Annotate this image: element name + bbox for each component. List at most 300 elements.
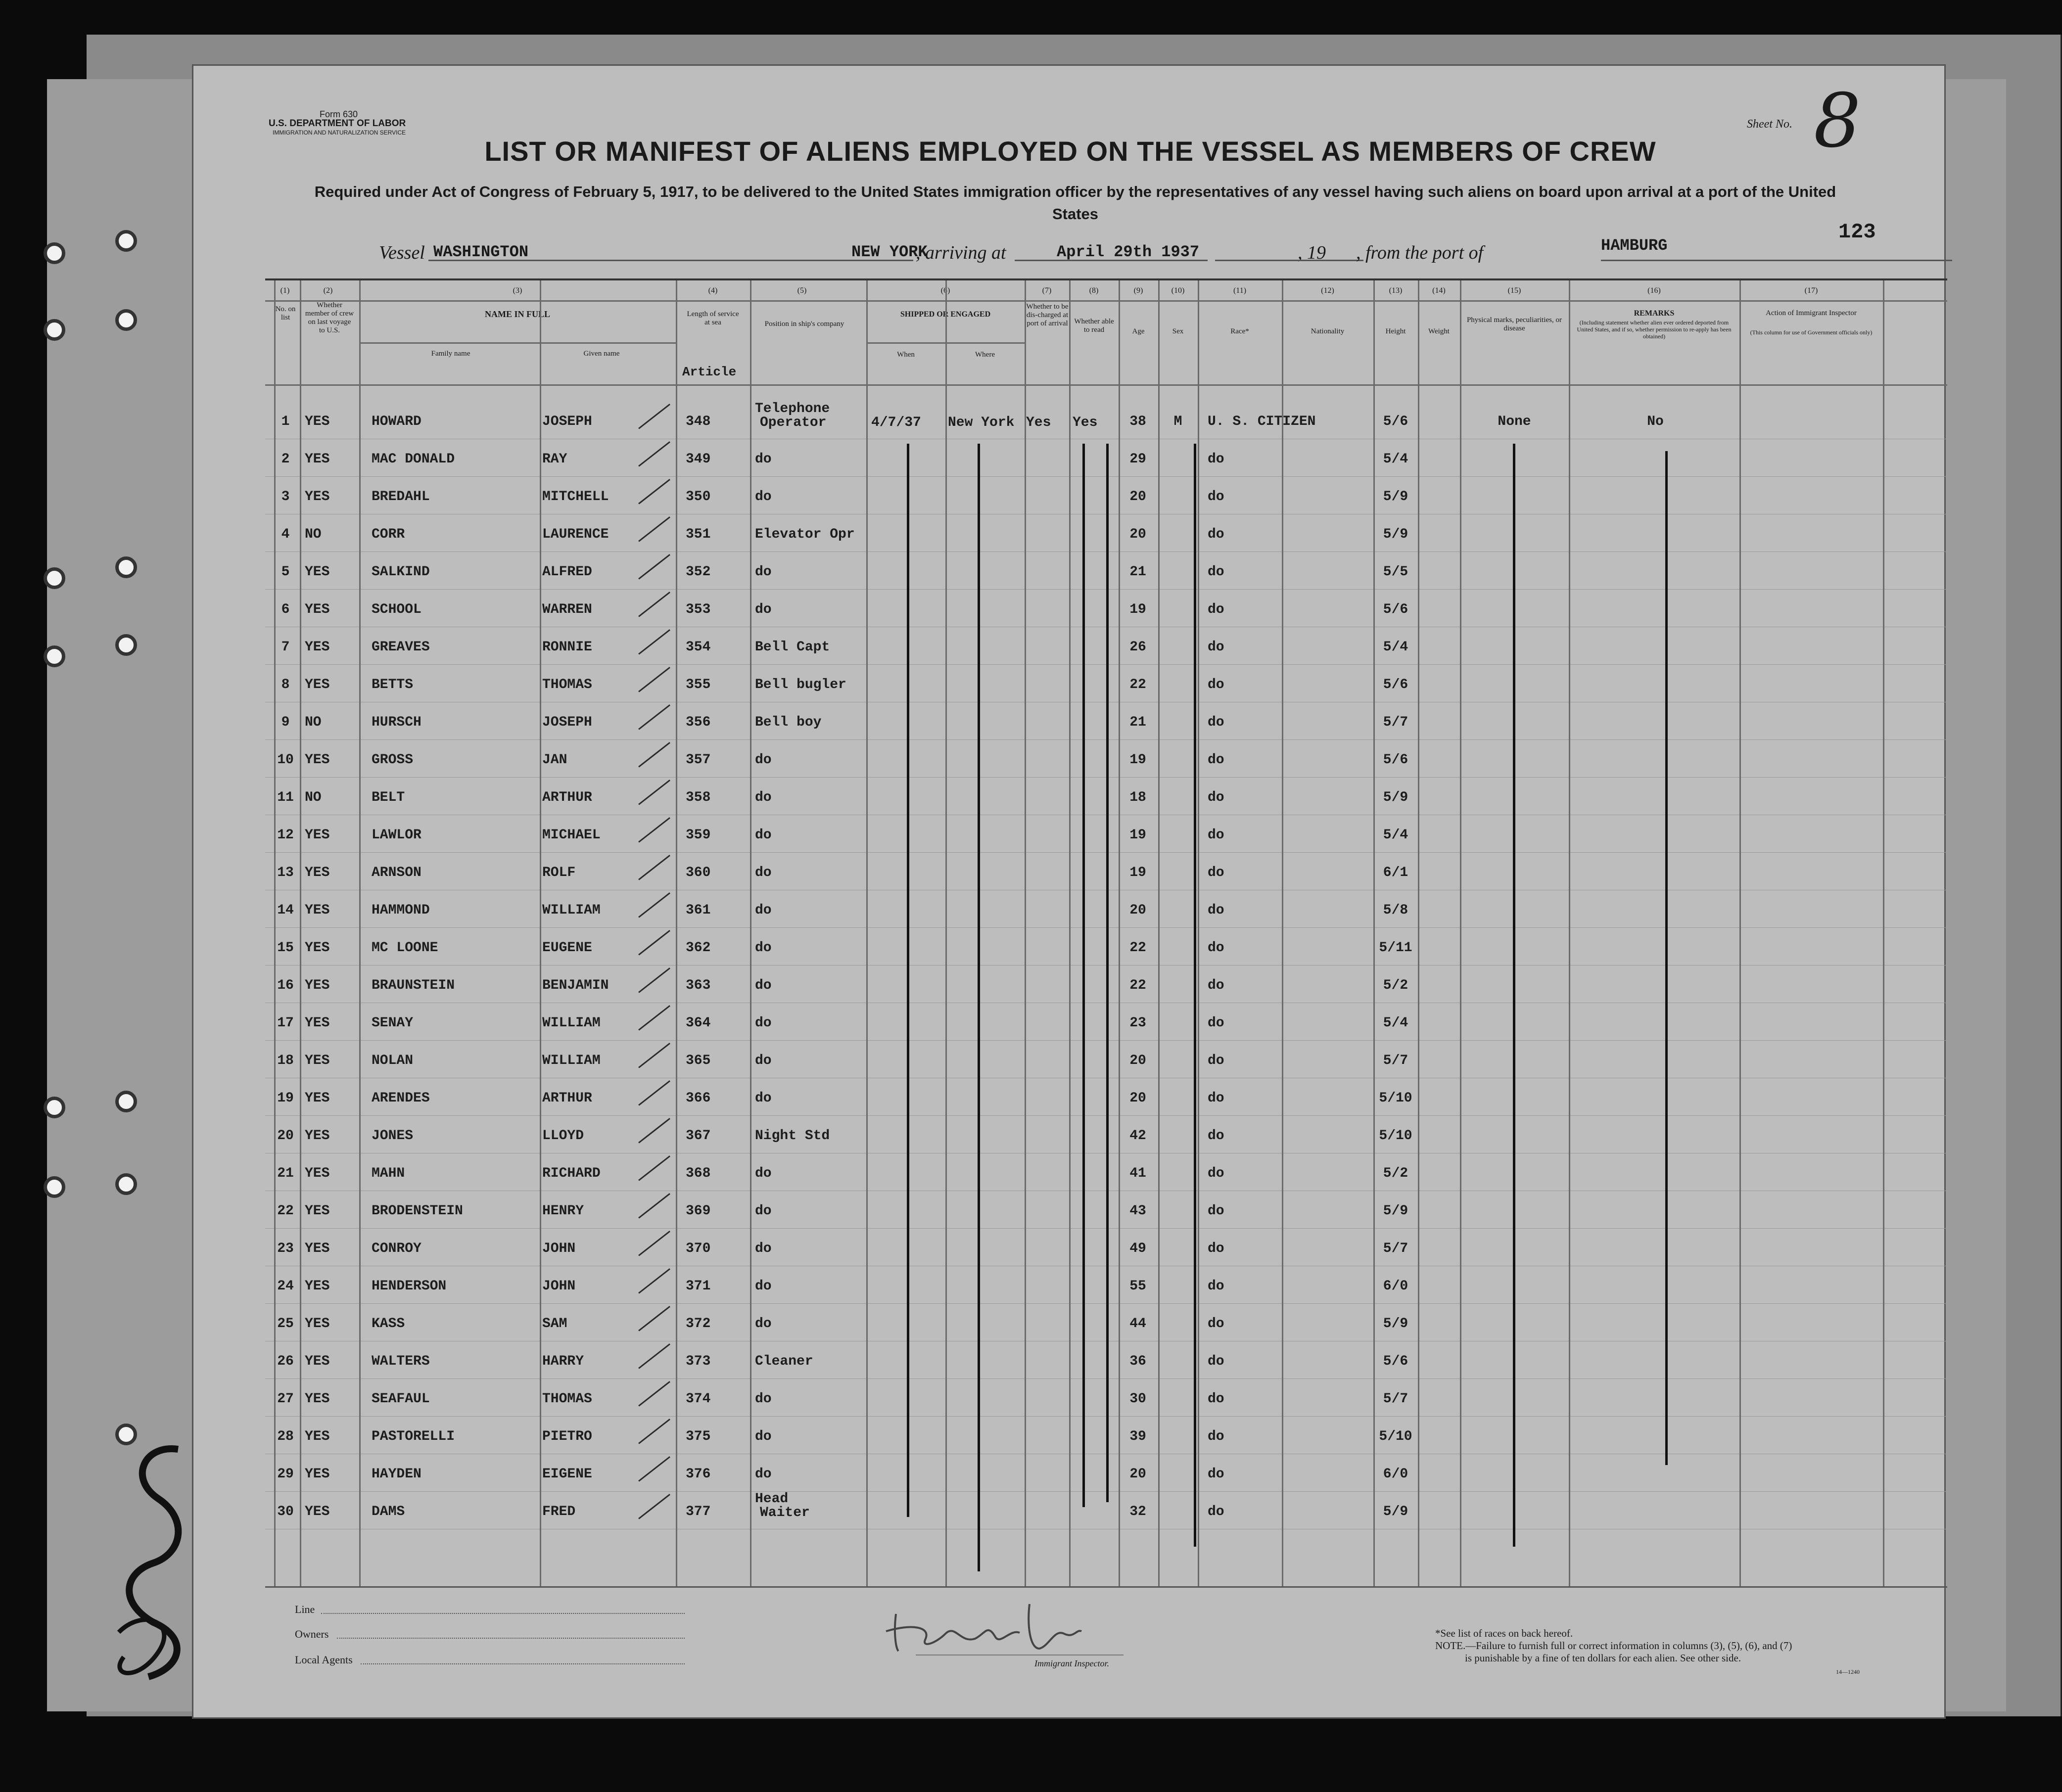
- cell-no: 6: [281, 602, 290, 617]
- cell-member: YES: [305, 602, 330, 617]
- cell-family: PASTORELLI: [372, 1429, 455, 1444]
- cell-height: 5/4: [1383, 452, 1408, 467]
- ditto-line: [1194, 444, 1196, 1547]
- header-where: Where: [975, 351, 995, 359]
- cell-position: do: [755, 790, 772, 805]
- cell-height: 6/0: [1383, 1467, 1408, 1482]
- manifest-sheet: [192, 64, 1946, 1719]
- cell-race: do: [1208, 940, 1224, 956]
- cell-given: WARREN: [542, 602, 592, 617]
- binder-hole: [115, 1424, 137, 1445]
- cell-service: 350: [686, 489, 711, 505]
- cell-service: 355: [686, 677, 711, 692]
- cell-height: 5/9: [1383, 1316, 1408, 1332]
- cell-service: 370: [686, 1241, 711, 1256]
- cell-member: YES: [305, 1203, 330, 1219]
- cell-family: HOWARD: [372, 414, 422, 429]
- cell-age: 26: [1129, 640, 1146, 655]
- binder-hole: [115, 556, 137, 578]
- binder-hole: [44, 319, 65, 341]
- col-number: (12): [1321, 286, 1334, 295]
- cell-race: do: [1208, 1354, 1224, 1369]
- column-rule: [1282, 280, 1283, 1586]
- cell-service: 348: [686, 414, 711, 429]
- cell-given: ARTHUR: [542, 1091, 592, 1106]
- col-number: (6): [940, 286, 950, 295]
- cell-service: 375: [686, 1429, 711, 1444]
- cell-age: 22: [1129, 940, 1146, 956]
- cell-discharged: Yes: [1026, 415, 1051, 430]
- arriving-label: , arriving at: [916, 242, 1006, 263]
- cell-height: 5/9: [1383, 489, 1408, 505]
- header-rule: [265, 300, 1947, 302]
- cell-member: NO: [305, 715, 322, 730]
- cell-no: 17: [277, 1015, 294, 1031]
- cell-member: YES: [305, 827, 330, 843]
- cell-race: do: [1208, 452, 1224, 467]
- ditto-line: [1106, 444, 1109, 1502]
- col-number: (8): [1089, 286, 1099, 295]
- header-discharged: Whether to be dis-charged at port of arrival: [1026, 303, 1069, 327]
- cell-given: EUGENE: [542, 940, 592, 956]
- cell-physical: None: [1498, 414, 1531, 429]
- penalty-note-2: is punishable by a fine of ten dollars for each alien. See other side.: [1465, 1652, 1741, 1664]
- cell-age: 19: [1129, 827, 1146, 843]
- column-rule: [1158, 280, 1160, 1586]
- column-rule: [1739, 280, 1741, 1586]
- binder-hole: [115, 309, 137, 331]
- cell-race: do: [1208, 1091, 1224, 1106]
- cell-no: 3: [281, 489, 290, 505]
- cell-given: JAN: [542, 752, 567, 768]
- header-action-detail: (This column for use of Government officials only): [1750, 329, 1873, 336]
- cell-no: 30: [277, 1504, 294, 1519]
- ditto-line: [907, 444, 909, 1517]
- cell-height: 5/6: [1383, 602, 1408, 617]
- col-number: (4): [708, 286, 718, 295]
- cell-height: 5/7: [1383, 715, 1408, 730]
- cell-age: 39: [1129, 1429, 1146, 1444]
- cell-read: Yes: [1073, 415, 1098, 430]
- binder-hole: [115, 1091, 137, 1112]
- cell-given: RICHARD: [542, 1166, 601, 1181]
- cell-member: YES: [305, 1354, 330, 1369]
- cell-no: 28: [277, 1429, 294, 1444]
- cell-height: 5/6: [1383, 752, 1408, 768]
- name-subheader-rule: [359, 342, 676, 344]
- cell-member: YES: [305, 1316, 330, 1332]
- col-number: (5): [797, 286, 807, 295]
- header-age: Age: [1132, 327, 1145, 335]
- cell-member: YES: [305, 1279, 330, 1294]
- binder-hole: [44, 567, 65, 589]
- column-rule: [676, 280, 677, 1586]
- ditto-line: [1513, 444, 1515, 1547]
- cell-no: 4: [281, 527, 290, 542]
- cell-family: HAMMOND: [372, 903, 430, 918]
- header-no-on-list: No. on list: [275, 305, 296, 322]
- cell-race: do: [1208, 640, 1224, 655]
- header-able-read: Whether able to read: [1074, 318, 1114, 334]
- department-name: U.S. DEPARTMENT OF LABOR: [269, 118, 406, 129]
- cell-position-line-2: Operator: [760, 415, 827, 430]
- port-underline: [1601, 260, 1952, 261]
- inspector-signature: [881, 1594, 1089, 1658]
- cell-race: do: [1208, 677, 1224, 692]
- cell-age: 18: [1129, 790, 1146, 805]
- cell-position: do: [755, 827, 772, 843]
- list-number: 123: [1838, 220, 1876, 244]
- cell-family: SCHOOL: [372, 602, 422, 617]
- cell-position: do: [755, 978, 772, 993]
- cell-member: YES: [305, 452, 330, 467]
- cell-family: BREDAHL: [372, 489, 430, 505]
- cell-service: 352: [686, 564, 711, 580]
- cell-family: SALKIND: [372, 564, 430, 580]
- column-rule: [1119, 280, 1120, 1586]
- vessel-label: Vessel: [379, 242, 425, 263]
- column-rule: [1569, 280, 1570, 1586]
- column-rule: [274, 280, 276, 1586]
- cell-given: SAM: [542, 1316, 567, 1332]
- cell-height: 5/4: [1383, 1015, 1408, 1031]
- cell-height: 5/4: [1383, 640, 1408, 655]
- cell-family: LAWLOR: [372, 827, 422, 843]
- binder-hole: [44, 1097, 65, 1118]
- cell-member: YES: [305, 677, 330, 692]
- cell-member: YES: [305, 414, 330, 429]
- cell-service: 373: [686, 1354, 711, 1369]
- header-sex: Sex: [1172, 327, 1184, 335]
- margin-scribble: [99, 1444, 213, 1701]
- cell-no: 14: [277, 903, 294, 918]
- cell-age: 21: [1129, 715, 1146, 730]
- cell-age: 42: [1129, 1128, 1146, 1144]
- cell-family: MC LOONE: [372, 940, 438, 956]
- cell-given: THOMAS: [542, 1391, 592, 1407]
- cell-family: HURSCH: [372, 715, 422, 730]
- cell-age: 32: [1129, 1504, 1146, 1519]
- cell-race: do: [1208, 1128, 1224, 1144]
- departure-port: HAMBURG: [1601, 236, 1668, 255]
- cell-given: LLOYD: [542, 1128, 584, 1144]
- binder-hole: [115, 634, 137, 656]
- cell-service: 349: [686, 452, 711, 467]
- cell-given: HARRY: [542, 1354, 584, 1369]
- cell-family: MAHN: [372, 1166, 405, 1181]
- cell-family: SENAY: [372, 1015, 414, 1031]
- header-remarks-detail: (Including statement whether alien ever ordered deported from United States, and if so, whether permission to re-apply has been obtained): [1577, 319, 1732, 340]
- cell-race: do: [1208, 752, 1224, 768]
- column-rule: [359, 280, 361, 1586]
- cell-age: 55: [1129, 1279, 1146, 1294]
- header-article: Article: [682, 365, 737, 379]
- cell-height: 5/7: [1383, 1241, 1408, 1256]
- service-name: IMMIGRATION AND NATURALIZATION SERVICE: [273, 129, 406, 136]
- cell-member: YES: [305, 1467, 330, 1482]
- header-crew-member: Whether member of crew on last voyage to U.S.: [305, 301, 354, 334]
- cell-no: 23: [277, 1241, 294, 1256]
- cell-member: YES: [305, 1091, 330, 1106]
- cell-position: Cleaner: [755, 1354, 813, 1369]
- cell-race: do: [1208, 1316, 1224, 1332]
- binder-hole: [44, 1176, 65, 1198]
- column-rule: [866, 280, 868, 1586]
- cell-position: do: [755, 1166, 772, 1181]
- binder-hole: [44, 645, 65, 667]
- cell-position: do: [755, 1091, 772, 1106]
- header-physical-marks: Physical marks, peculiarities, or disease: [1466, 316, 1562, 332]
- cell-age: 22: [1129, 978, 1146, 993]
- cell-member: YES: [305, 752, 330, 768]
- cell-service: 368: [686, 1166, 711, 1181]
- ditto-line: [1082, 444, 1085, 1507]
- col-number: (9): [1133, 286, 1143, 295]
- vessel-name: WASHINGTON: [433, 243, 529, 261]
- cell-height: 5/10: [1379, 1091, 1412, 1106]
- cell-member: YES: [305, 1053, 330, 1068]
- cell-where: New York: [948, 415, 1015, 430]
- form-number: Form 630: [320, 109, 358, 119]
- cell-position: Head: [755, 1491, 789, 1507]
- cell-given: RAY: [542, 452, 567, 467]
- cell-member: YES: [305, 1391, 330, 1407]
- cell-no: 20: [277, 1128, 294, 1144]
- cell-position: do: [755, 1015, 772, 1031]
- cell-position: do: [755, 1391, 772, 1407]
- cell-given: MICHAEL: [542, 827, 601, 843]
- cell-service: 371: [686, 1279, 711, 1294]
- header-given-name: Given name: [583, 350, 620, 358]
- cell-when: 4/7/37: [871, 415, 921, 430]
- column-rule: [1198, 280, 1199, 1586]
- cell-family: HENDERSON: [372, 1279, 447, 1294]
- cell-service: 351: [686, 527, 711, 542]
- cell-no: 25: [277, 1316, 294, 1332]
- line-label: Line: [295, 1603, 315, 1615]
- cell-family: BELT: [372, 790, 405, 805]
- cell-service: 364: [686, 1015, 711, 1031]
- cell-member: YES: [305, 978, 330, 993]
- cell-age: 29: [1129, 452, 1146, 467]
- cell-position: do: [755, 752, 772, 768]
- cell-given: ALFRED: [542, 564, 592, 580]
- cell-service: 362: [686, 940, 711, 956]
- cell-family: BRAUNSTEIN: [372, 978, 455, 993]
- cell-no: 24: [277, 1279, 294, 1294]
- races-note: *See list of races on back hereof.: [1435, 1627, 1573, 1639]
- cell-age: 22: [1129, 677, 1146, 692]
- cell-height: 5/10: [1379, 1429, 1412, 1444]
- cell-position: do: [755, 1429, 772, 1444]
- cell-no: 26: [277, 1354, 294, 1369]
- cell-given: ARTHUR: [542, 790, 592, 805]
- cell-position: do: [755, 602, 772, 617]
- cell-race: do: [1208, 903, 1224, 918]
- ditto-line: [978, 444, 980, 1571]
- cell-age: 20: [1129, 527, 1146, 542]
- cell-height: 6/0: [1383, 1279, 1408, 1294]
- cell-height: 5/2: [1383, 1166, 1408, 1181]
- cell-given: JOSEPH: [542, 715, 592, 730]
- ditto-line: [1665, 451, 1668, 1465]
- cell-position: Telephone: [755, 401, 830, 416]
- cell-position: do: [755, 489, 772, 505]
- cell-age: 36: [1129, 1354, 1146, 1369]
- inspector-label: Immigrant Inspector.: [1034, 1658, 1109, 1668]
- cell-service: 353: [686, 602, 711, 617]
- cell-position: Elevator Opr: [755, 527, 855, 542]
- line-field: [321, 1613, 685, 1614]
- cell-given: JOHN: [542, 1241, 576, 1256]
- cell-family: HAYDEN: [372, 1467, 422, 1482]
- column-rule: [1460, 280, 1461, 1586]
- cell-position: Bell Capt: [755, 640, 830, 655]
- cell-position: do: [755, 564, 772, 580]
- column-rule: [1373, 280, 1375, 1586]
- cell-family: NOLAN: [372, 1053, 414, 1068]
- cell-family: KASS: [372, 1316, 405, 1332]
- header-rule: [265, 384, 1947, 386]
- cell-no: 16: [277, 978, 294, 993]
- date-underline: [1215, 260, 1363, 261]
- cell-height: 5/4: [1383, 827, 1408, 843]
- cell-race: do: [1208, 1467, 1224, 1482]
- cell-position: do: [755, 1203, 772, 1219]
- header-when: When: [897, 351, 915, 359]
- cell-no: 2: [281, 452, 290, 467]
- page-title: LIST OR MANIFEST OF ALIENS EMPLOYED ON THE VESSEL AS MEMBERS OF CREW: [484, 136, 1656, 167]
- cell-service: 376: [686, 1467, 711, 1482]
- legal-requirement-text: Required under Act of Congress of February 5, 1917, to be delivered to the United States immigration officer by the representatives of any vessel having such aliens on board upon arrival at a port of the United States: [314, 183, 1836, 223]
- arrival-date: April 29th 1937: [1057, 243, 1200, 261]
- cell-member: YES: [305, 1504, 330, 1519]
- cell-given: PIETRO: [542, 1429, 592, 1444]
- header-length-service: Length of service at sea: [687, 310, 739, 326]
- cell-race: do: [1208, 1504, 1224, 1519]
- column-rule: [1069, 280, 1071, 1586]
- vessel-underline: [428, 260, 913, 261]
- cell-no: 9: [281, 715, 290, 730]
- cell-given: JOHN: [542, 1279, 576, 1294]
- cell-service: 359: [686, 827, 711, 843]
- cell-given: RONNIE: [542, 640, 592, 655]
- cell-race: do: [1208, 715, 1224, 730]
- cell-family: SEAFAUL: [372, 1391, 430, 1407]
- cell-member: YES: [305, 1241, 330, 1256]
- cell-service: 367: [686, 1128, 711, 1144]
- cell-position: do: [755, 1053, 772, 1068]
- cell-race: do: [1208, 790, 1224, 805]
- cell-given: EIGENE: [542, 1467, 592, 1482]
- cell-race: U. S. CITIZEN: [1208, 414, 1316, 429]
- col-number: (13): [1389, 286, 1403, 295]
- agents-field: [361, 1663, 685, 1664]
- owners-label: Owners: [295, 1628, 329, 1640]
- header-race: Race*: [1230, 327, 1249, 335]
- cell-height: 6/1: [1383, 865, 1408, 880]
- header-action: Action of Immigrant Inspector: [1766, 309, 1857, 317]
- cell-race: do: [1208, 865, 1224, 880]
- cell-service: 366: [686, 1091, 711, 1106]
- binder-hole: [115, 1173, 137, 1195]
- cell-no: 19: [277, 1091, 294, 1106]
- cell-height: 5/9: [1383, 790, 1408, 805]
- cell-race: do: [1208, 489, 1224, 505]
- local-agents-label: Local Agents: [295, 1654, 353, 1666]
- cell-no: 18: [277, 1053, 294, 1068]
- cell-age: 21: [1129, 564, 1146, 580]
- sheet-number-label: Sheet No.: [1747, 118, 1792, 131]
- col-number: (11): [1233, 286, 1247, 295]
- header-name-in-full: NAME IN FULL: [484, 309, 550, 319]
- cell-member: NO: [305, 790, 322, 805]
- cell-service: 358: [686, 790, 711, 805]
- cell-sex: M: [1173, 414, 1182, 429]
- cell-given: HENRY: [542, 1203, 584, 1219]
- cell-no: 15: [277, 940, 294, 956]
- cell-age: 44: [1129, 1316, 1146, 1332]
- cell-position: do: [755, 1467, 772, 1482]
- sheet-number: 8: [1814, 78, 1861, 164]
- cell-height: 5/6: [1383, 1354, 1408, 1369]
- cell-position: do: [755, 903, 772, 918]
- col-number: (17): [1804, 286, 1818, 295]
- cell-no: 21: [277, 1166, 294, 1181]
- header-weight: Weight: [1428, 327, 1450, 335]
- column-rule: [1883, 280, 1884, 1586]
- cell-family: ARNSON: [372, 865, 422, 880]
- cell-position: Bell bugler: [755, 677, 846, 692]
- cell-position: do: [755, 1279, 772, 1294]
- cell-age: 49: [1129, 1241, 1146, 1256]
- cell-race: do: [1208, 602, 1224, 617]
- col-number: (15): [1507, 286, 1521, 295]
- cell-no: 8: [281, 677, 290, 692]
- header-shipped-engaged: SHIPPED OR ENGAGED: [900, 310, 991, 319]
- penalty-note-1: NOTE.—Failure to furnish full or correct information in columns (3), (5), (6), and (7): [1435, 1640, 1792, 1652]
- cell-given: THOMAS: [542, 677, 592, 692]
- cell-age: 20: [1129, 489, 1146, 505]
- cell-service: 365: [686, 1053, 711, 1068]
- cell-position-line-2: Waiter: [760, 1505, 810, 1520]
- col-number: (10): [1171, 286, 1185, 295]
- cell-position: do: [755, 452, 772, 467]
- cell-race: do: [1208, 1166, 1224, 1181]
- column-rule: [945, 280, 947, 1586]
- inspector-line: [916, 1654, 1124, 1655]
- cell-height: 5/7: [1383, 1053, 1408, 1068]
- print-number: 14—1240: [1836, 1668, 1860, 1675]
- cell-service: 363: [686, 978, 711, 993]
- cell-height: 5/2: [1383, 978, 1408, 993]
- cell-race: do: [1208, 978, 1224, 993]
- cell-given: ROLF: [542, 865, 576, 880]
- cell-height: 5/6: [1383, 414, 1408, 429]
- cell-given: WILLIAM: [542, 903, 601, 918]
- cell-race: do: [1208, 1203, 1224, 1219]
- cell-member: YES: [305, 1429, 330, 1444]
- cell-height: 5/7: [1383, 1391, 1408, 1407]
- cell-age: 20: [1129, 1091, 1146, 1106]
- cell-service: 354: [686, 640, 711, 655]
- cell-family: BRODENSTEIN: [372, 1203, 463, 1219]
- cell-position: do: [755, 1241, 772, 1256]
- arrival-port: NEW YORK: [851, 243, 928, 261]
- header-nationality: Nationality: [1311, 327, 1345, 335]
- cell-member: YES: [305, 1166, 330, 1181]
- col-number: (7): [1042, 286, 1052, 295]
